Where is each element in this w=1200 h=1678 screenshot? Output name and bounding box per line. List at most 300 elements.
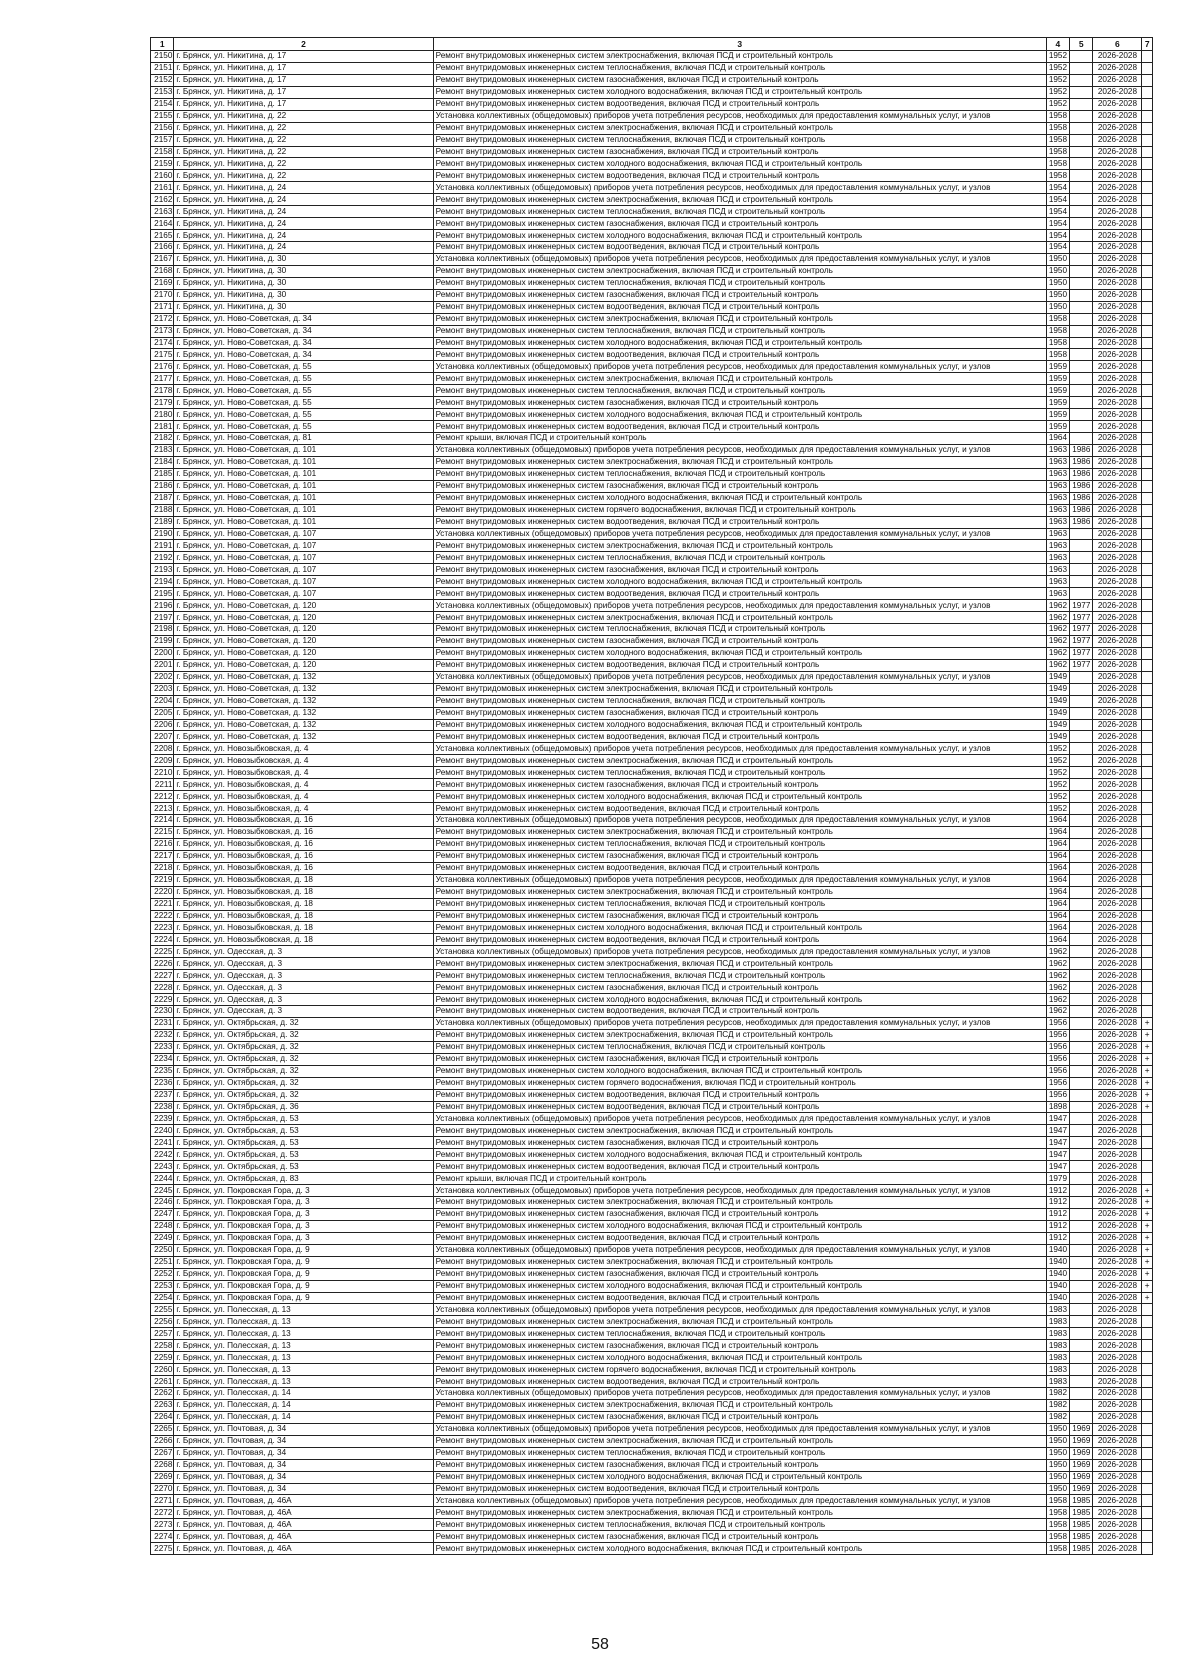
row-number: 2179 — [151, 397, 174, 409]
table-row — [151, 1232, 1153, 1244]
row-number: 2229 — [151, 994, 174, 1006]
mark-cell — [1142, 612, 1153, 624]
work-type-cell: Ремонт внутридомовых инженерных систем водоотведения, включая ПСД и строительный контроль — [433, 242, 1046, 254]
mark-cell: + — [1142, 1292, 1153, 1304]
address-cell: г. Брянск, ул. Никитина, д. 24 — [174, 230, 433, 242]
mark-cell — [1142, 1459, 1153, 1471]
address-cell: г. Брянск, ул. Покровская Гора, д. 9 — [174, 1280, 433, 1292]
year-renovated-cell — [1070, 265, 1093, 277]
work-type-cell: Ремонт внутридомовых инженерных систем водоотведения, включая ПСД и строительный контроль — [433, 588, 1046, 600]
header-col-4: 4 — [1046, 38, 1069, 51]
year-renovated-cell — [1070, 564, 1093, 576]
address-cell: г. Брянск, ул. Никитина, д. 17 — [174, 74, 433, 86]
row-number: 2158 — [151, 146, 174, 158]
page-number: 58 — [591, 1636, 609, 1653]
work-type-cell: Ремонт внутридомовых инженерных систем водоотведения, включая ПСД и строительный контроль — [433, 1376, 1046, 1388]
table-row — [151, 122, 1153, 134]
work-type-cell: Ремонт внутридомовых инженерных систем электроснабжения, включая ПСД и строительный контроль — [433, 826, 1046, 838]
header-row — [151, 38, 1153, 51]
address-cell: г. Брянск, ул. Ново-Советская, д. 120 — [174, 635, 433, 647]
work-type-cell: Ремонт внутридомовых инженерных систем электроснабжения, включая ПСД и строительный контроль — [433, 1256, 1046, 1268]
work-type-cell: Ремонт внутридомовых инженерных систем теплоснабжения, включая ПСД и строительный контроль — [433, 1041, 1046, 1053]
period-cell: 2026-2028 — [1093, 612, 1142, 624]
period-cell: 2026-2028 — [1093, 540, 1142, 552]
address-cell: г. Брянск, ул. Полесская, д. 13 — [174, 1352, 433, 1364]
work-type-cell: Ремонт внутридомовых инженерных систем электроснабжения, включая ПСД и строительный контроль — [433, 1399, 1046, 1411]
year-built-cell: 1958 — [1046, 1495, 1069, 1507]
table-row — [151, 242, 1153, 254]
table-row — [151, 385, 1153, 397]
row-number: 2231 — [151, 1017, 174, 1029]
row-number: 2264 — [151, 1411, 174, 1423]
mark-cell — [1142, 946, 1153, 958]
work-type-cell: Ремонт внутридомовых инженерных систем газоснабжения, включая ПСД и строительный контроль — [433, 1459, 1046, 1471]
work-type-cell: Установка коллективных (общедомовых) приборов учета потребления ресурсов, необходимых для предоставления коммунальных услуг, и узлов — [433, 253, 1046, 265]
period-cell: 2026-2028 — [1093, 194, 1142, 206]
mark-cell — [1142, 671, 1153, 683]
table-row — [151, 635, 1153, 647]
address-cell: г. Брянск, ул. Ново-Советская, д. 132 — [174, 695, 433, 707]
work-type-cell: Установка коллективных (общедомовых) приборов учета потребления ресурсов, необходимых для предоставления коммунальных услуг, и узлов — [433, 1423, 1046, 1435]
row-number: 2256 — [151, 1316, 174, 1328]
mark-cell — [1142, 683, 1153, 695]
address-cell: г. Брянск, ул. Ново-Советская, д. 55 — [174, 421, 433, 433]
period-cell: 2026-2028 — [1093, 946, 1142, 958]
row-number: 2242 — [151, 1149, 174, 1161]
year-renovated-cell — [1070, 1220, 1093, 1232]
row-number: 2205 — [151, 707, 174, 719]
address-cell: г. Брянск, ул. Новозыбковская, д. 4 — [174, 767, 433, 779]
period-cell: 2026-2028 — [1093, 1125, 1142, 1137]
period-cell: 2026-2028 — [1093, 898, 1142, 910]
work-type-cell: Установка коллективных (общедомовых) приборов учета потребления ресурсов, необходимых для предоставления коммунальных услуг, и узлов — [433, 946, 1046, 958]
year-renovated-cell — [1070, 791, 1093, 803]
year-renovated-cell — [1070, 683, 1093, 695]
row-number: 2173 — [151, 325, 174, 337]
row-number: 2162 — [151, 194, 174, 206]
work-type-cell: Ремонт внутридомовых инженерных систем газоснабжения, включая ПСД и строительный контроль — [433, 1531, 1046, 1543]
mark-cell — [1142, 576, 1153, 588]
address-cell: г. Брянск, ул. Почтовая, д. 34 — [174, 1471, 433, 1483]
year-built-cell: 1962 — [1046, 659, 1069, 671]
period-cell: 2026-2028 — [1093, 253, 1142, 265]
work-type-cell: Ремонт внутридомовых инженерных систем водоотведения, включая ПСД и строительный контроль — [433, 1292, 1046, 1304]
mark-cell — [1142, 158, 1153, 170]
table-row — [151, 815, 1153, 827]
address-cell: г. Брянск, ул. Ново-Советская, д. 101 — [174, 492, 433, 504]
work-type-cell: Ремонт крыши, включая ПСД и строительный контроль — [433, 433, 1046, 445]
mark-cell — [1142, 1447, 1153, 1459]
year-built-cell: 1947 — [1046, 1137, 1069, 1149]
table-row — [151, 552, 1153, 564]
period-cell: 2026-2028 — [1093, 1220, 1142, 1232]
period-cell: 2026-2028 — [1093, 862, 1142, 874]
address-cell: г. Брянск, ул. Ново-Советская, д. 101 — [174, 444, 433, 456]
year-built-cell: 1963 — [1046, 444, 1069, 456]
work-type-cell: Ремонт внутридомовых инженерных систем холодного водоснабжения, включая ПСД и строительный контроль — [433, 1220, 1046, 1232]
year-renovated-cell — [1070, 815, 1093, 827]
table-row — [151, 683, 1153, 695]
work-type-cell: Установка коллективных (общедомовых) приборов учета потребления ресурсов, необходимых для предоставления коммунальных услуг, и узлов — [433, 1495, 1046, 1507]
mark-cell: + — [1142, 1244, 1153, 1256]
address-cell: г. Брянск, ул. Ново-Советская, д. 107 — [174, 528, 433, 540]
work-type-cell: Ремонт внутридомовых инженерных систем газоснабжения, включая ПСД и строительный контроль — [433, 146, 1046, 158]
row-number: 2184 — [151, 456, 174, 468]
year-built-cell: 1954 — [1046, 242, 1069, 254]
period-cell: 2026-2028 — [1093, 74, 1142, 86]
year-renovated-cell — [1070, 540, 1093, 552]
year-renovated-cell — [1070, 1053, 1093, 1065]
row-number: 2210 — [151, 767, 174, 779]
period-cell: 2026-2028 — [1093, 86, 1142, 98]
work-type-cell: Ремонт внутридомовых инженерных систем холодного водоснабжения, включая ПСД и строительный контроль — [433, 647, 1046, 659]
work-type-cell: Ремонт внутридомовых инженерных систем водоотведения, включая ПСД и строительный контроль — [433, 1006, 1046, 1018]
year-built-cell: 1912 — [1046, 1232, 1069, 1244]
year-renovated-cell — [1070, 218, 1093, 230]
address-cell: г. Брянск, ул. Новозыбковская, д. 4 — [174, 791, 433, 803]
work-type-cell: Установка коллективных (общедомовых) приборов учета потребления ресурсов, необходимых для предоставления коммунальных услуг, и узлов — [433, 743, 1046, 755]
year-renovated-cell — [1070, 1137, 1093, 1149]
mark-cell: + — [1142, 1197, 1153, 1209]
period-cell: 2026-2028 — [1093, 134, 1142, 146]
address-cell: г. Брянск, ул. Никитина, д. 30 — [174, 289, 433, 301]
year-built-cell: 1964 — [1046, 850, 1069, 862]
year-renovated-cell: 1986 — [1070, 480, 1093, 492]
mark-cell — [1142, 206, 1153, 218]
header-col-3: 3 — [433, 38, 1046, 51]
year-renovated-cell — [1070, 1376, 1093, 1388]
work-type-cell: Ремонт внутридомовых инженерных систем газоснабжения, включая ПСД и строительный контроль — [433, 289, 1046, 301]
year-renovated-cell: 1985 — [1070, 1531, 1093, 1543]
address-cell: г. Брянск, ул. Октябрьская, д. 32 — [174, 1065, 433, 1077]
mark-cell — [1142, 624, 1153, 636]
address-cell: г. Брянск, ул. Полесская, д. 13 — [174, 1316, 433, 1328]
table-row — [151, 1244, 1153, 1256]
header-col-5: 5 — [1070, 38, 1093, 51]
mark-cell — [1142, 1173, 1153, 1185]
year-built-cell: 1963 — [1046, 528, 1069, 540]
year-renovated-cell — [1070, 289, 1093, 301]
work-type-cell: Ремонт внутридомовых инженерных систем электроснабжения, включая ПСД и строительный контроль — [433, 1125, 1046, 1137]
period-cell: 2026-2028 — [1093, 122, 1142, 134]
mark-cell: + — [1142, 1185, 1153, 1197]
year-built-cell: 1963 — [1046, 504, 1069, 516]
table-row — [151, 1495, 1153, 1507]
row-number: 2265 — [151, 1423, 174, 1435]
row-number: 2185 — [151, 468, 174, 480]
period-cell: 2026-2028 — [1093, 779, 1142, 791]
mark-cell — [1142, 1161, 1153, 1173]
address-cell: г. Брянск, ул. Ново-Советская, д. 101 — [174, 504, 433, 516]
year-built-cell: 1949 — [1046, 683, 1069, 695]
table-row — [151, 1041, 1153, 1053]
year-built-cell: 1964 — [1046, 815, 1069, 827]
year-renovated-cell — [1070, 1041, 1093, 1053]
address-cell: г. Брянск, ул. Покровская Гора, д. 9 — [174, 1292, 433, 1304]
year-built-cell: 1952 — [1046, 86, 1069, 98]
mark-cell — [1142, 922, 1153, 934]
row-number: 2151 — [151, 62, 174, 74]
year-renovated-cell — [1070, 1316, 1093, 1328]
period-cell: 2026-2028 — [1093, 1280, 1142, 1292]
period-cell: 2026-2028 — [1093, 838, 1142, 850]
address-cell: г. Брянск, ул. Покровская Гора, д. 9 — [174, 1268, 433, 1280]
header-col-2: 2 — [174, 38, 433, 51]
mark-cell — [1142, 731, 1153, 743]
address-cell: г. Брянск, ул. Почтовая, д. 46А — [174, 1543, 433, 1555]
mark-cell — [1142, 1125, 1153, 1137]
year-renovated-cell — [1070, 146, 1093, 158]
year-built-cell: 1983 — [1046, 1364, 1069, 1376]
year-built-cell: 1950 — [1046, 1435, 1069, 1447]
table-row — [151, 1364, 1153, 1376]
row-number: 2196 — [151, 600, 174, 612]
year-renovated-cell — [1070, 958, 1093, 970]
year-renovated-cell: 1986 — [1070, 504, 1093, 516]
work-type-cell: Ремонт внутридомовых инженерных систем теплоснабжения, включая ПСД и строительный контроль — [433, 385, 1046, 397]
table-row — [151, 1352, 1153, 1364]
year-built-cell: 1983 — [1046, 1352, 1069, 1364]
row-number: 2202 — [151, 671, 174, 683]
work-type-cell: Ремонт внутридомовых инженерных систем теплоснабжения, включая ПСД и строительный контроль — [433, 624, 1046, 636]
year-renovated-cell — [1070, 1411, 1093, 1423]
mark-cell — [1142, 755, 1153, 767]
mark-cell — [1142, 170, 1153, 182]
year-built-cell: 1962 — [1046, 624, 1069, 636]
work-type-cell: Установка коллективных (общедомовых) приборов учета потребления ресурсов, необходимых для предоставления коммунальных услуг, и узлов — [433, 1017, 1046, 1029]
work-type-cell: Ремонт внутридомовых инженерных систем газоснабжения, включая ПСД и строительный контроль — [433, 1053, 1046, 1065]
row-number: 2258 — [151, 1340, 174, 1352]
table-row — [151, 540, 1153, 552]
table-row — [151, 456, 1153, 468]
row-number: 2190 — [151, 528, 174, 540]
mark-cell — [1142, 253, 1153, 265]
address-cell: г. Брянск, ул. Никитина, д. 22 — [174, 158, 433, 170]
period-cell: 2026-2028 — [1093, 1543, 1142, 1555]
year-renovated-cell — [1070, 1292, 1093, 1304]
row-number: 2180 — [151, 409, 174, 421]
year-renovated-cell — [1070, 588, 1093, 600]
address-cell: г. Брянск, ул. Новозыбковская, д. 16 — [174, 838, 433, 850]
year-built-cell: 1952 — [1046, 74, 1069, 86]
table-row — [151, 1185, 1153, 1197]
period-cell: 2026-2028 — [1093, 516, 1142, 528]
year-built-cell: 1963 — [1046, 468, 1069, 480]
row-number: 2150 — [151, 51, 174, 63]
work-type-cell: Ремонт внутридомовых инженерных систем холодного водоснабжения, включая ПСД и строительный контроль — [433, 791, 1046, 803]
address-cell: г. Брянск, ул. Ново-Советская, д. 132 — [174, 731, 433, 743]
mark-cell — [1142, 98, 1153, 110]
mark-cell — [1142, 122, 1153, 134]
address-cell: г. Брянск, ул. Ново-Советская, д. 120 — [174, 647, 433, 659]
period-cell: 2026-2028 — [1093, 1197, 1142, 1209]
row-number: 2186 — [151, 480, 174, 492]
table-row — [151, 1113, 1153, 1125]
mark-cell — [1142, 1519, 1153, 1531]
address-cell: г. Брянск, ул. Октябрьская, д. 32 — [174, 1077, 433, 1089]
year-renovated-cell — [1070, 1197, 1093, 1209]
work-type-cell: Ремонт внутридомовых инженерных систем теплоснабжения, включая ПСД и строительный контроль — [433, 767, 1046, 779]
year-renovated-cell — [1070, 158, 1093, 170]
table-row — [151, 624, 1153, 636]
year-built-cell: 1952 — [1046, 779, 1069, 791]
address-cell: г. Брянск, ул. Новозыбковская, д. 18 — [174, 910, 433, 922]
row-number: 2234 — [151, 1053, 174, 1065]
year-built-cell: 1947 — [1046, 1161, 1069, 1173]
table-row — [151, 170, 1153, 182]
mark-cell — [1142, 1137, 1153, 1149]
mark-cell: + — [1142, 1101, 1153, 1113]
address-cell: г. Брянск, ул. Полесская, д. 14 — [174, 1399, 433, 1411]
mark-cell — [1142, 1304, 1153, 1316]
row-number: 2212 — [151, 791, 174, 803]
table-row — [151, 134, 1153, 146]
year-built-cell: 1954 — [1046, 182, 1069, 194]
row-number: 2188 — [151, 504, 174, 516]
table-row — [151, 1268, 1153, 1280]
period-cell: 2026-2028 — [1093, 373, 1142, 385]
year-built-cell: 1962 — [1046, 612, 1069, 624]
year-built-cell: 1982 — [1046, 1411, 1069, 1423]
table-row — [151, 1340, 1153, 1352]
table-row — [151, 946, 1153, 958]
row-number: 2255 — [151, 1304, 174, 1316]
table-row — [151, 1220, 1153, 1232]
year-renovated-cell — [1070, 337, 1093, 349]
period-cell: 2026-2028 — [1093, 1399, 1142, 1411]
address-cell: г. Брянск, ул. Новозыбковская, д. 18 — [174, 898, 433, 910]
row-number: 2227 — [151, 970, 174, 982]
period-cell: 2026-2028 — [1093, 265, 1142, 277]
mark-cell — [1142, 1435, 1153, 1447]
address-cell: г. Брянск, ул. Октябрьская, д. 32 — [174, 1029, 433, 1041]
row-number: 2220 — [151, 886, 174, 898]
row-number: 2267 — [151, 1447, 174, 1459]
row-number: 2233 — [151, 1041, 174, 1053]
row-number: 2154 — [151, 98, 174, 110]
mark-cell — [1142, 910, 1153, 922]
work-type-cell: Ремонт внутридомовых инженерных систем газоснабжения, включая ПСД и строительный контроль — [433, 1340, 1046, 1352]
period-cell: 2026-2028 — [1093, 1352, 1142, 1364]
table-row — [151, 516, 1153, 528]
address-cell: г. Брянск, ул. Никитина, д. 22 — [174, 170, 433, 182]
period-cell: 2026-2028 — [1093, 1232, 1142, 1244]
row-number: 2273 — [151, 1519, 174, 1531]
year-renovated-cell: 1986 — [1070, 468, 1093, 480]
work-type-cell: Ремонт внутридомовых инженерных систем водоотведения, включая ПСД и строительный контроль — [433, 98, 1046, 110]
period-cell: 2026-2028 — [1093, 1507, 1142, 1519]
table-row — [151, 659, 1153, 671]
period-cell: 2026-2028 — [1093, 1017, 1142, 1029]
address-cell: г. Брянск, ул. Никитина, д. 30 — [174, 253, 433, 265]
year-built-cell: 1964 — [1046, 886, 1069, 898]
mark-cell — [1142, 1423, 1153, 1435]
table-row — [151, 910, 1153, 922]
table-row — [151, 970, 1153, 982]
mark-cell — [1142, 815, 1153, 827]
year-built-cell: 1983 — [1046, 1328, 1069, 1340]
period-cell: 2026-2028 — [1093, 1077, 1142, 1089]
year-renovated-cell: 1985 — [1070, 1495, 1093, 1507]
table-row — [151, 958, 1153, 970]
work-type-cell: Ремонт внутридомовых инженерных систем водоотведения, включая ПСД и строительный контроль — [433, 731, 1046, 743]
period-cell: 2026-2028 — [1093, 576, 1142, 588]
year-built-cell: 1952 — [1046, 51, 1069, 63]
mark-cell — [1142, 838, 1153, 850]
address-cell: г. Брянск, ул. Новозыбковская, д. 16 — [174, 850, 433, 862]
work-type-cell: Ремонт внутридомовых инженерных систем теплоснабжения, включая ПСД и строительный контроль — [433, 134, 1046, 146]
year-built-cell: 1964 — [1046, 910, 1069, 922]
address-cell: г. Брянск, ул. Почтовая, д. 46А — [174, 1495, 433, 1507]
row-number: 2269 — [151, 1471, 174, 1483]
year-renovated-cell — [1070, 719, 1093, 731]
row-number: 2228 — [151, 982, 174, 994]
year-renovated-cell — [1070, 385, 1093, 397]
table-row — [151, 433, 1153, 445]
period-cell: 2026-2028 — [1093, 528, 1142, 540]
address-cell: г. Брянск, ул. Полесская, д. 13 — [174, 1376, 433, 1388]
row-number: 2164 — [151, 218, 174, 230]
year-renovated-cell: 1977 — [1070, 635, 1093, 647]
table-row — [151, 612, 1153, 624]
year-built-cell: 1963 — [1046, 564, 1069, 576]
address-cell: г. Брянск, ул. Ново-Советская, д. 34 — [174, 313, 433, 325]
period-cell: 2026-2028 — [1093, 1388, 1142, 1400]
year-built-cell: 1940 — [1046, 1244, 1069, 1256]
address-cell: г. Брянск, ул. Почтовая, д. 34 — [174, 1459, 433, 1471]
year-renovated-cell: 1985 — [1070, 1543, 1093, 1555]
year-built-cell: 1952 — [1046, 803, 1069, 815]
table-row — [151, 1197, 1153, 1209]
year-renovated-cell — [1070, 898, 1093, 910]
table-row — [151, 850, 1153, 862]
period-cell: 2026-2028 — [1093, 850, 1142, 862]
work-type-cell: Ремонт внутридомовых инженерных систем теплоснабжения, включая ПСД и строительный контроль — [433, 552, 1046, 564]
year-renovated-cell — [1070, 1208, 1093, 1220]
period-cell: 2026-2028 — [1093, 958, 1142, 970]
address-cell: г. Брянск, ул. Ново-Советская, д. 55 — [174, 373, 433, 385]
year-built-cell: 1952 — [1046, 743, 1069, 755]
row-number: 2244 — [151, 1173, 174, 1185]
address-cell: г. Брянск, ул. Почтовая, д. 46А — [174, 1519, 433, 1531]
period-cell: 2026-2028 — [1093, 600, 1142, 612]
address-cell: г. Брянск, ул. Никитина, д. 24 — [174, 206, 433, 218]
row-number: 2243 — [151, 1161, 174, 1173]
mark-cell — [1142, 588, 1153, 600]
table-row — [151, 1447, 1153, 1459]
year-built-cell: 1956 — [1046, 1065, 1069, 1077]
address-cell: г. Брянск, ул. Октябрьская, д. 36 — [174, 1101, 433, 1113]
work-type-cell: Ремонт внутридомовых инженерных систем теплоснабжения, включая ПСД и строительный контроль — [433, 1447, 1046, 1459]
work-type-cell: Ремонт внутридомовых инженерных систем электроснабжения, включая ПСД и строительный контроль — [433, 1507, 1046, 1519]
work-type-cell: Ремонт внутридомовых инженерных систем электроснабжения, включая ПСД и строительный контроль — [433, 122, 1046, 134]
mark-cell — [1142, 265, 1153, 277]
year-built-cell: 1950 — [1046, 1447, 1069, 1459]
address-cell: г. Брянск, ул. Никитина, д. 24 — [174, 182, 433, 194]
table-row — [151, 1388, 1153, 1400]
table-row — [151, 1065, 1153, 1077]
row-number: 2171 — [151, 301, 174, 313]
mark-cell — [1142, 1113, 1153, 1125]
row-number: 2219 — [151, 874, 174, 886]
year-renovated-cell — [1070, 695, 1093, 707]
address-cell: г. Брянск, ул. Ново-Советская, д. 132 — [174, 719, 433, 731]
address-cell: г. Брянск, ул. Ново-Советская, д. 120 — [174, 600, 433, 612]
year-renovated-cell — [1070, 838, 1093, 850]
year-renovated-cell — [1070, 1268, 1093, 1280]
row-number: 2274 — [151, 1531, 174, 1543]
period-cell: 2026-2028 — [1093, 1185, 1142, 1197]
